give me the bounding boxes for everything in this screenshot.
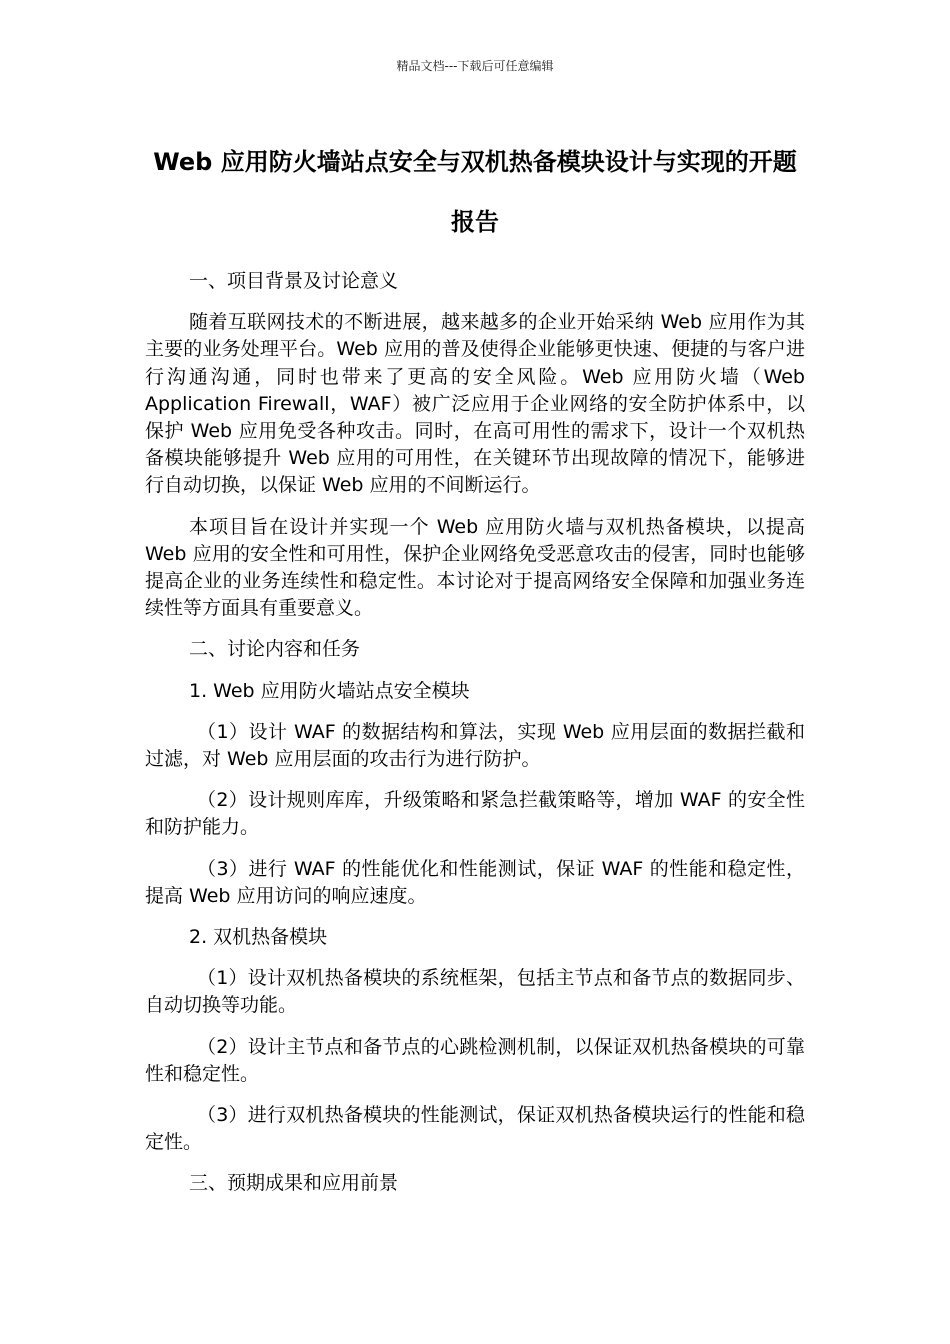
- section-3-heading: 三、预期成果和应用前景: [189, 1172, 399, 1195]
- list-item: （3）进行双机热备模块的性能测试，保证双机热备模块运行的性能和稳定性。: [145, 1104, 805, 1154]
- list-item: （2）设计规则库库，升级策略和紧急拦截策略等，增加 WAF 的安全性和防护能力。: [145, 789, 805, 839]
- section-1-paragraph-1: 随着互联网技术的不断进展，越来越多的企业开始采纳 Web 应用作为其主要的业务处理平台。Web 应用的普及使得企业能够更快速、便捷的与客户进行沟通沟通，同时也带来了更高的安全风险。Web 应用防火墙（Web Application Firewall，WAF）被广泛应用于企业网络的安全防护体系中，以保护 Web 应用免受各种攻击。同时，在高可用性的需求下，设计一个双机热备模块能够提升 Web 应用的可用性，在关键环节出现故障的情况下，能够进行自动切换，以保证 Web 应用的不间断运行。: [145, 311, 805, 497]
- section-2-subheading-2: 2. 双机热备模块: [189, 926, 328, 949]
- section-1-heading: 一、项目背景及讨论意义: [189, 270, 399, 292]
- section-2-subheading-1: 1. Web 应用防火墙站点安全模块: [189, 679, 470, 702]
- document-body: [145, 268, 805, 1212]
- list-item: （3）进行 WAF 的性能优化和性能测试，保证 WAF 的性能和稳定性，提高 Web 应用访问的响应速度。: [145, 857, 805, 907]
- section-1-paragraph-2: 本项目旨在设计并实现一个 Web 应用防火墙与双机热备模块，以提高 Web 应用的安全性和可用性，保护企业网络免受恶意攻击的侵害，同时也能够提高企业的业务连续性和稳定性。本讨论对于提高网络安全保障和加强业务连续性等方面具有重要意义。: [145, 515, 805, 620]
- list-item: （1）设计双机热备模块的系统框架，包括主节点和备节点的数据同步、自动切换等功能。: [145, 967, 805, 1017]
- list-item: （1）设计 WAF 的数据结构和算法，实现 Web 应用层面的数据拦截和过滤，对 Web 应用层面的攻击行为进行防护。: [145, 720, 805, 771]
- section-2-heading: 二、讨论内容和任务: [189, 638, 361, 661]
- list-item: （2）设计主节点和备节点的心跳检测机制，以保证双机热备模块的可靠性和稳定性。: [145, 1035, 805, 1085]
- document-title: Web 应用防火墙站点安全与双机热备模块设计与实现的开题报告: [153, 148, 797, 236]
- page-header: 精品文档---下载后可任意编辑: [396, 59, 554, 73]
